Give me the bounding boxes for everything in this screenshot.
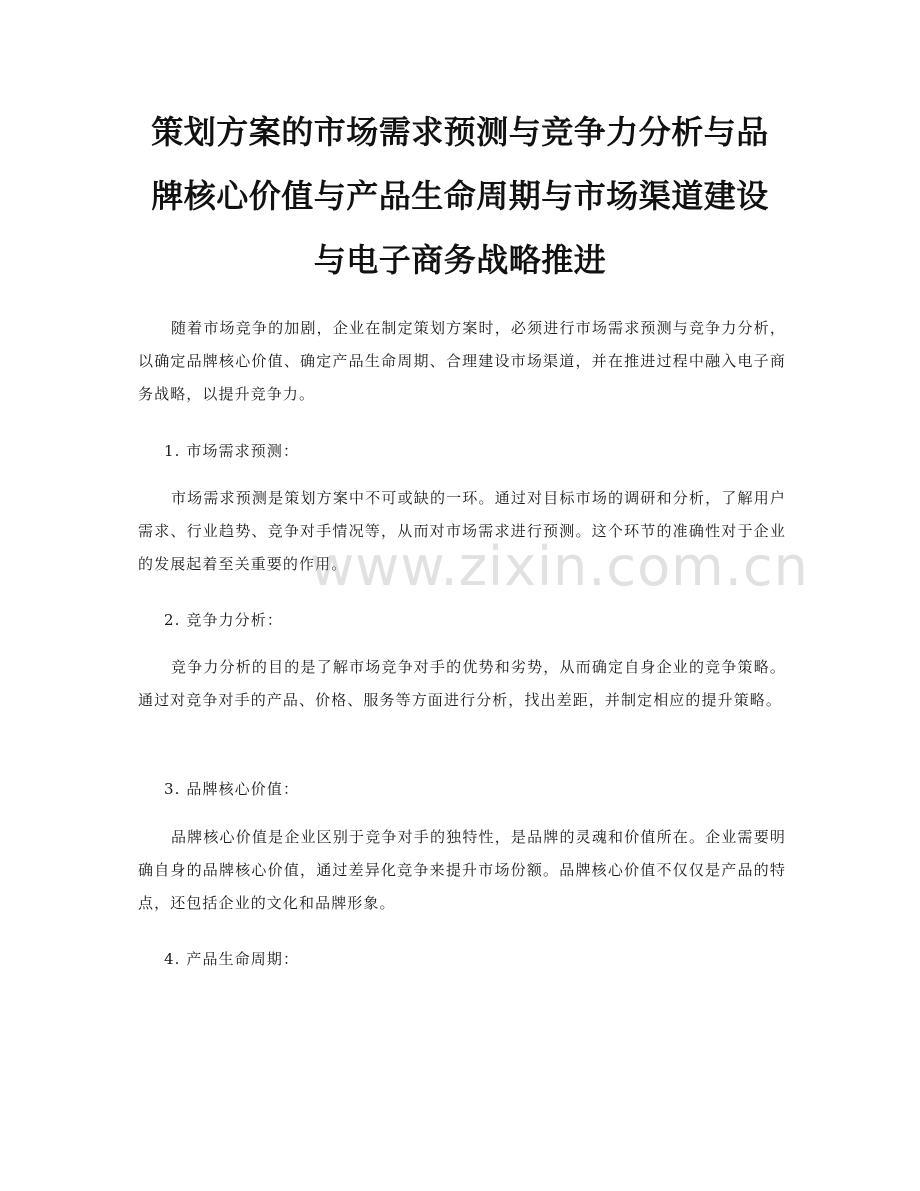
intro-paragraph: 随着市场竞争的加剧，企业在制定策划方案时，必须进行市场需求预测与竞争力分析，以确定品牌核心价值、确定产品生命周期、合理建设市场渠道，并在推进过程中融入电子商务战略，以提升竞争力。: [138, 319, 786, 403]
section-body-competitiveness: 竞争力分析的目的是了解市场竞争对手的优势和劣势，从而确定自身企业的竞争策略。通过对竞争对手的产品、价格、服务等方面进行分析，找出差距，并制定相应的提升策略。: [138, 658, 786, 709]
document-title: [130, 100, 790, 292]
section-heading-market-demand: 1. 市场需求预测：: [164, 442, 300, 460]
section-heading-product-lifecycle: 4. 产品生命周期：: [164, 950, 300, 968]
watermark: www.zixin.com.cn: [310, 535, 809, 598]
section-body-market-demand: 市场需求预测是策划方案中不可或缺的一环。通过对目标市场的调研和分析，了解用户需求、行业趋势、竞争对手情况等，从而对市场需求进行预测。这个环节的准确性对于企业的发展起着至关重要的作用。: [138, 489, 786, 573]
title-line-3: 与电子商务战略推进: [313, 241, 607, 279]
section-heading-brand-value: 3. 品牌核心价值：: [164, 780, 300, 798]
title-line-2: 牌核心价值与产品生命周期与市场渠道建设: [151, 177, 769, 215]
section-heading-competitiveness: 2. 竞争力分析：: [164, 611, 283, 629]
section-body-brand-value: 品牌核心价值是企业区别于竞争对手的独特性，是品牌的灵魂和价值所在。企业需要明确自身的品牌核心价值，通过差异化竞争来提升市场份额。品牌核心价值不仅仅是产品的特点，还包括企业的文化和品牌形象。: [138, 828, 786, 912]
title-line-1: 策划方案的市场需求预测与竞争力分析与品: [151, 113, 769, 151]
